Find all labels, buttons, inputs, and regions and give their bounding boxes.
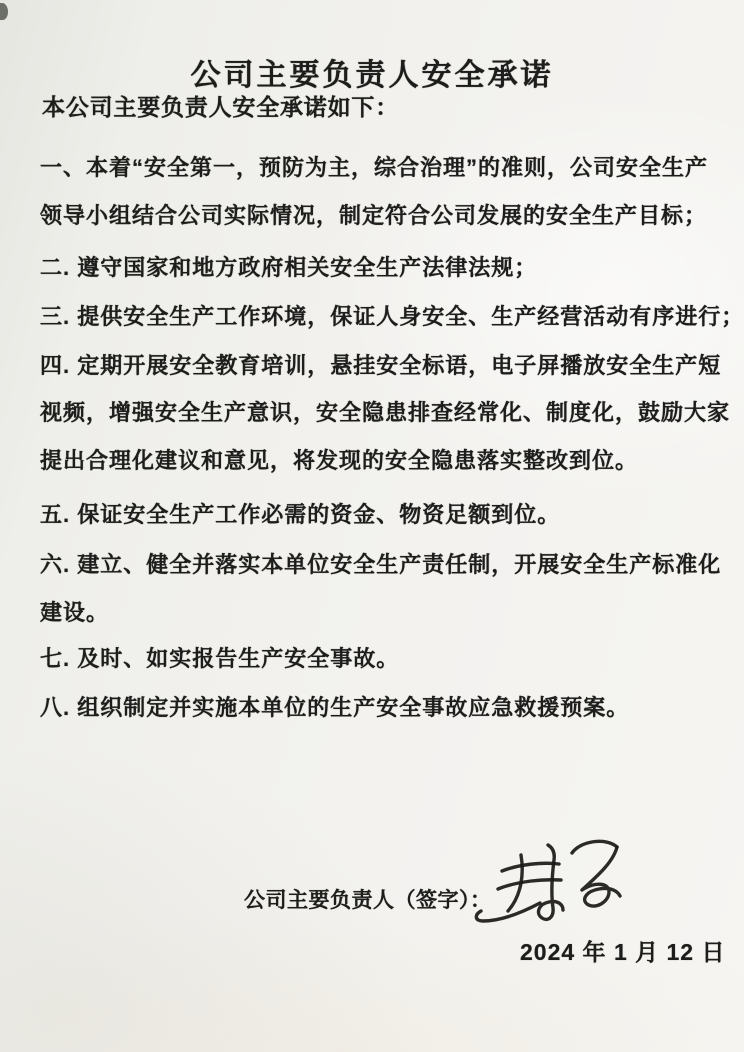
commitment-line-8: 八. 组织制定并实施本单位的生产安全事故应急救援预案。: [40, 695, 630, 720]
commitment-line-1b: 领导小组结合公司实际情况，制定符合公司发展的安全生产目标；: [40, 203, 708, 228]
commitment-line-4c: 提出合理化建议和意见，将发现的安全隐患落实整改到位。: [40, 448, 639, 473]
commitment-line-7: 七. 及时、如实报告生产安全事故。: [40, 646, 400, 671]
handwritten-signature-icon: [436, 833, 646, 943]
paper-corner-smudge: [0, 3, 8, 20]
commitment-line-6a: 六. 建立、健全并落实本单位安全生产责任制，开展安全生产标准化: [40, 552, 722, 577]
commitment-line-4a: 四. 定期开展安全教育培训，悬挂安全标语，电子屏播放安全生产短: [40, 353, 722, 378]
commitment-line-5: 五. 保证安全生产工作必需的资金、物资足额到位。: [40, 502, 561, 527]
commitment-line-1a: 一、本着“安全第一，预防为主，综合治理”的准则，公司安全生产: [40, 155, 709, 180]
intro-line: 本公司主要负责人安全承诺如下：: [42, 94, 399, 120]
commitment-line-2: 二. 遵守国家和地方政府相关安全生产法律法规；: [40, 255, 538, 280]
commitment-line-3: 三. 提供安全生产工作环境，保证人身安全、生产经营活动有序进行；: [40, 304, 744, 329]
commitment-line-6b: 建设。: [40, 600, 110, 625]
commitment-line-4b: 视频，增强安全生产意识，安全隐患排查经常化、制度化，鼓励大家: [40, 400, 731, 425]
page-title: 公司主要负责人安全承诺: [190, 59, 554, 93]
signature-label: 公司主要负责人（签字）：: [244, 889, 492, 912]
date-text: 2024 年 1 月 12 日: [520, 939, 726, 965]
